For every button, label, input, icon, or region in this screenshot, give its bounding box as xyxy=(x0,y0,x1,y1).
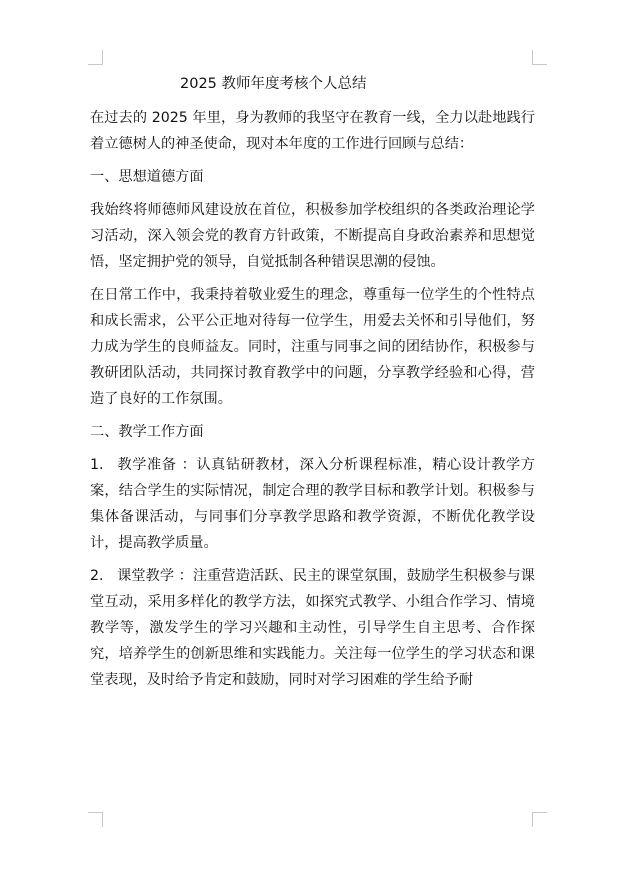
paragraph: 我始终将师德师风建设放在首位，积极参加学校组织的各类政治理论学习活动，深入领会党的教育方针政策，不断提高自身政治素养和思想觉悟，坚定拥护党的领导，自觉抵制各种错误思潮的侵蚀。 xyxy=(90,202,535,270)
list-number: 2. xyxy=(90,568,104,584)
list-item-text: 课堂教学 ：注重营造活跃、民主的课堂氛围，鼓励学生积极参与课堂互动，采用多样化的教学方法，如探究式教学、小组合作学习、情境教学等，激发学生的学习兴趣和主动性，引导学生自主思考、合作探究，培养学生的创新思维和实践能力。关注每一位学生的学习状态和课堂表现，及时给予肯定和鼓励，同时对学习困难的学生给予耐 xyxy=(90,568,535,688)
intro-paragraph: 在过去的 2025 年里，身为教师的我坚守在教育一线，全力以赴地践行着立德树人的神圣使命，现对本年度的工作进行回顾与总结： xyxy=(90,110,535,152)
margin-corner-mark xyxy=(532,812,547,827)
list-item-text: 教学准备 ：认真钻研教材，深入分析课程标准，精心设计教学方案，结合学生的实际情况，制定合理的教学目标和教学计划。积极参与集体备课活动，与同事们分享教学思路和教学资源，不断优化教学设计，提高教学质量。 xyxy=(90,457,535,551)
margin-corner-mark xyxy=(532,50,547,65)
list-item-classroom xyxy=(90,563,535,693)
list-item-teaching-prep xyxy=(90,452,535,556)
section-heading-moral: 一、思想道德方面 xyxy=(90,169,204,185)
margin-corner-mark xyxy=(88,50,103,65)
document-title: 2025 教师年度考核个人总结 xyxy=(180,76,367,92)
list-number: 1. xyxy=(90,457,104,473)
document-body xyxy=(90,74,535,700)
margin-corner-mark xyxy=(88,812,103,827)
section-heading-teaching: 二、教学工作方面 xyxy=(90,424,204,440)
paragraph: 在日常工作中，我秉持着敬业爱生的理念，尊重每一位学生的个性特点和成长需求，公平公正地对待每一位学生，用爱去关怀和引导他们，努力成为学生的良师益友。同时，注重与同事之间的团结协作，积极参与教研团队活动，共同探讨教育教学中的问题，分享教学经验和心得，营造了良好的工作氛围。 xyxy=(90,287,535,407)
